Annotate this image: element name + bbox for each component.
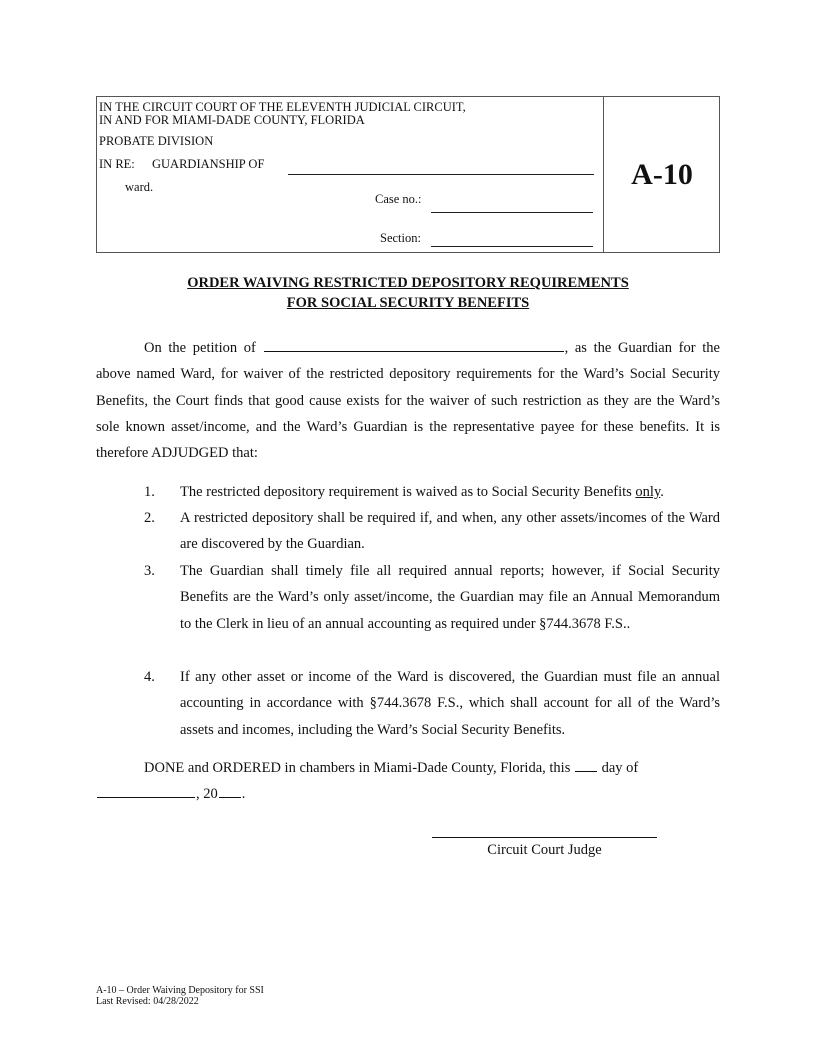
footer-revision-date: Last Revised: 04/28/2022 <box>96 996 199 1007</box>
day-field[interactable] <box>575 770 597 772</box>
done-ordered-text: DONE and ORDERED in chambers in Miami-Dade County, Florida, this <box>144 760 571 776</box>
order-item-4 <box>144 664 720 743</box>
division-label: PROBATE DIVISION <box>99 134 214 148</box>
item-text: A restricted depository shall be required if, and when, any other assets/incomes of the Ward are discovered by the Guardian. <box>180 510 720 553</box>
section-field[interactable] <box>431 246 593 247</box>
item-text: If any other asset or income of the Ward is discovered, the Guardian must file an annual accounting in accordance with §744.3678 F.S., which shall account for all of the Ward’s assets and incomes, including the Ward’s Social Security Benefits. <box>180 669 720 738</box>
done-end-period: . <box>241 786 246 803</box>
item-text-end: . <box>660 484 664 500</box>
day-of-text: day of <box>601 760 639 776</box>
case-number-field[interactable] <box>431 212 593 213</box>
case-number-label: Case no.: <box>375 192 422 206</box>
item-text: The Guardian shall timely file all required annual reports; however, if Social Security Benefits are the Ward’s only asset/income, the Guardian may file an Annual Memorandum to the Clerk in lieu of an annual accounting as required under §744.3678 F.S.. <box>180 563 720 632</box>
done-ordered-paragraph <box>96 755 720 808</box>
petition-paragraph <box>96 335 720 466</box>
petition-body: , as the Guardian for the above named Ward, for waiver of the restricted depository requirements for the Ward’s Social Security Benefits, the Court finds that good cause exists for the waiver of such restriction as they are the Ward’s sole known asset/income, and the Ward’s Guardian is the representative payee for these benefits. It is therefore ADJUDGED that: <box>96 340 720 462</box>
petitioner-name-field[interactable] <box>264 350 564 352</box>
month-field[interactable] <box>97 796 195 798</box>
judge-signature-line[interactable] <box>432 837 657 838</box>
year-prefix: , 20 <box>196 786 218 803</box>
ward-label: ward. <box>125 180 154 194</box>
court-name-line-1: IN THE CIRCUIT COURT OF THE ELEVENTH JUDICIAL CIRCUIT, <box>99 100 466 114</box>
in-re-label: IN RE: <box>99 157 135 171</box>
order-item-1 <box>144 479 720 505</box>
item-number: 3. <box>144 563 155 579</box>
item-number: 4. <box>144 669 155 685</box>
guardianship-label: GUARDIANSHIP OF <box>152 157 265 171</box>
section-label: Section: <box>380 231 421 245</box>
petition-intro: On the petition of <box>144 340 256 356</box>
item-text: The restricted depository requirement is waived as to Social Security Benefits <box>180 484 636 500</box>
order-title-line-1: ORDER WAIVING RESTRICTED DEPOSITORY REQUIREMENTS <box>187 275 629 291</box>
court-name-line-2: IN AND FOR MIAMI-DADE COUNTY, FLORIDA <box>99 113 365 127</box>
order-item-3 <box>144 558 720 637</box>
year-field[interactable] <box>219 796 241 798</box>
footer-form-title: A-10 – Order Waiving Depository for SSI <box>96 985 264 996</box>
order-title-line-2: FOR SOCIAL SECURITY BENEFITS <box>286 295 530 311</box>
order-item-2 <box>144 505 720 558</box>
item-text-emphasis: only <box>635 484 661 500</box>
item-number: 2. <box>144 510 155 526</box>
judge-signature-label: Circuit Court Judge <box>487 842 602 858</box>
item-number: 1. <box>144 484 155 500</box>
ward-name-field[interactable] <box>288 174 594 175</box>
case-caption-box <box>96 96 720 253</box>
form-id-label: A-10 <box>631 157 693 191</box>
